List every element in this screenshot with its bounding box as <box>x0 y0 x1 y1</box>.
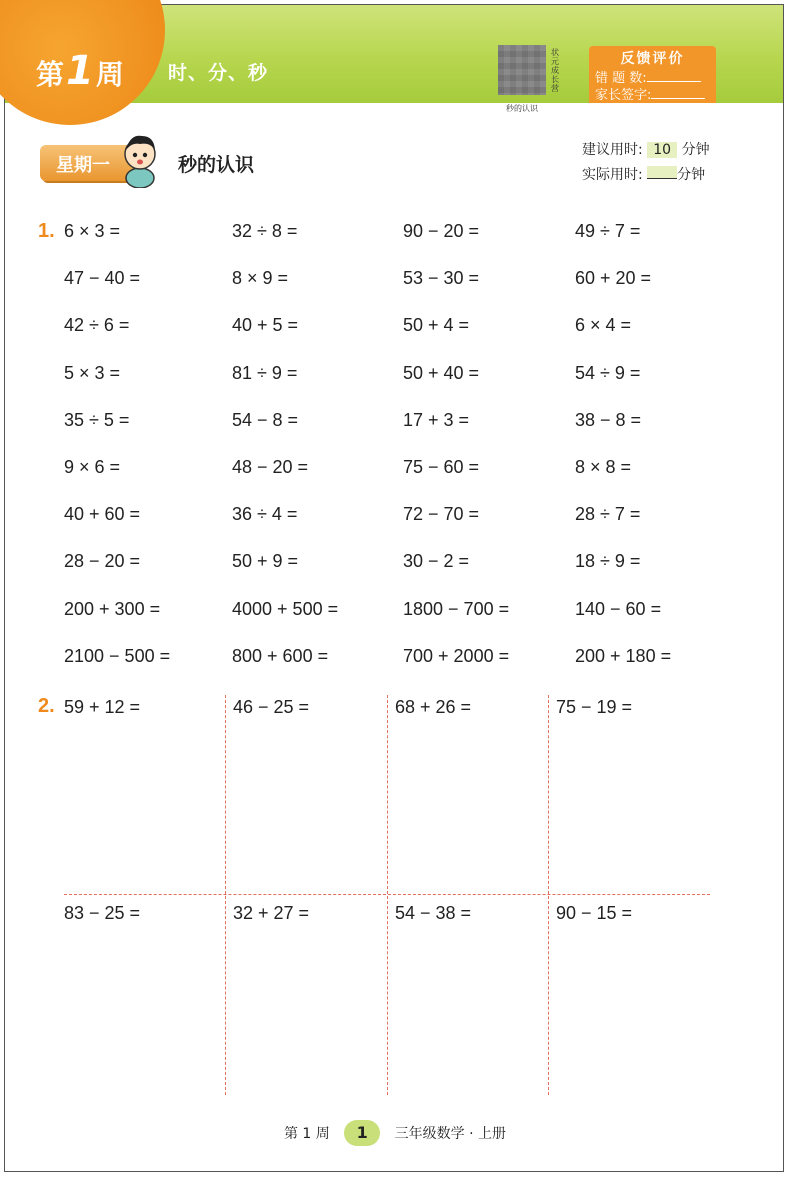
math-problem: 5 × 3 = <box>64 362 121 383</box>
feedback-box <box>589 46 716 103</box>
math-problem: 200 + 180 = <box>575 645 672 666</box>
math-problem: 75 − 19 = <box>556 697 633 717</box>
math-problem: 50 + 4 = <box>403 315 470 336</box>
feedback-title: 反馈评价 <box>620 51 685 67</box>
math-problem: 54 − 38 = <box>395 903 472 923</box>
day-tag: 星期一 <box>40 145 140 181</box>
math-problem: 40 + 60 = <box>64 504 141 525</box>
parent-sign-field[interactable] <box>651 87 705 99</box>
math-problem: 28 − 20 = <box>64 551 141 572</box>
math-problem: 53 − 30 = <box>403 268 480 289</box>
footer-week: 第 1 周 <box>283 1126 330 1142</box>
boy-mascot-icon <box>120 130 160 188</box>
math-problem: 6 × 4 = <box>575 315 632 336</box>
math-problem: 700 + 2000 = <box>403 645 510 666</box>
actual-time-field[interactable] <box>647 166 677 179</box>
math-problem: 42 ÷ 6 = <box>64 315 130 336</box>
math-problem: 47 − 40 = <box>64 268 141 289</box>
math-problem: 2100 − 500 = <box>64 645 171 666</box>
work-area-divider <box>387 695 388 1095</box>
actual-time: 实际用时: 分钟 <box>582 167 706 183</box>
work-area-divider <box>548 695 549 1095</box>
math-problem: 72 − 70 = <box>403 504 480 525</box>
math-problem: 18 ÷ 9 = <box>575 551 641 572</box>
math-problem: 4000 + 500 = <box>232 598 339 619</box>
math-problem: 140 − 60 = <box>575 598 662 619</box>
qr-caption: 秒的认识 <box>506 104 538 113</box>
week-label: 第1周 <box>36 48 124 94</box>
work-area-divider <box>64 894 710 895</box>
math-problem: 49 ÷ 7 = <box>575 221 641 241</box>
math-problem: 54 ÷ 9 = <box>575 362 641 383</box>
math-problem: 59 + 12 = <box>64 697 141 717</box>
math-problem: 32 ÷ 8 = <box>232 221 298 241</box>
unit-topic: 时、分、秒 <box>168 62 269 84</box>
math-problem: 200 + 300 = <box>64 598 161 619</box>
math-problem: 40 + 5 = <box>232 315 299 336</box>
math-problem: 17 + 3 = <box>403 409 470 430</box>
page-number: 1 <box>344 1120 380 1146</box>
page-footer <box>0 1120 790 1146</box>
math-problem: 81 ÷ 9 = <box>232 362 298 383</box>
math-problem: 28 ÷ 7 = <box>575 504 641 525</box>
math-problem: 35 ÷ 5 = <box>64 409 130 430</box>
suggested-time: 建议用时: 10 分钟 <box>582 142 710 158</box>
math-problem: 90 − 20 = <box>403 221 480 241</box>
math-problem: 8 × 8 = <box>575 457 632 477</box>
math-problem: 60 + 20 = <box>575 268 652 289</box>
question-1-number: 1. <box>38 220 55 242</box>
question-2-number: 2. <box>38 695 55 717</box>
errors-field[interactable] <box>647 70 701 82</box>
math-problem: 68 + 26 = <box>395 697 472 717</box>
errors-row: 错 题 数: <box>595 67 701 86</box>
math-problem: 75 − 60 = <box>403 457 480 477</box>
work-area-divider <box>225 695 226 1095</box>
lesson-title: 秒的认识 <box>178 154 255 176</box>
footer-book: 三年级数学 · 上册 <box>394 1126 507 1142</box>
math-problem: 46 − 25 = <box>233 697 310 717</box>
math-problem: 36 ÷ 4 = <box>232 504 298 525</box>
math-problem: 9 × 6 = <box>64 457 121 477</box>
math-problem: 83 − 25 = <box>64 903 141 923</box>
math-problem: 48 − 20 = <box>232 457 309 477</box>
parent-sign-row: 家长签字: <box>595 84 705 103</box>
math-problem: 38 − 8 = <box>575 409 642 430</box>
math-problem: 54 − 8 = <box>232 409 299 430</box>
qr-code-icon[interactable] <box>498 45 546 95</box>
math-problem: 50 + 40 = <box>403 362 480 383</box>
qr-side-text: 状元成长营 <box>551 48 559 93</box>
math-problem: 30 − 2 = <box>403 551 470 572</box>
math-problem: 90 − 15 = <box>556 903 633 923</box>
math-problem: 8 × 9 = <box>232 268 289 289</box>
math-problem: 1800 − 700 = <box>403 598 510 619</box>
math-problem: 50 + 9 = <box>232 551 299 572</box>
math-problem: 6 × 3 = <box>64 221 121 241</box>
math-problem: 32 + 27 = <box>233 903 310 923</box>
math-problem: 800 + 600 = <box>232 645 329 666</box>
